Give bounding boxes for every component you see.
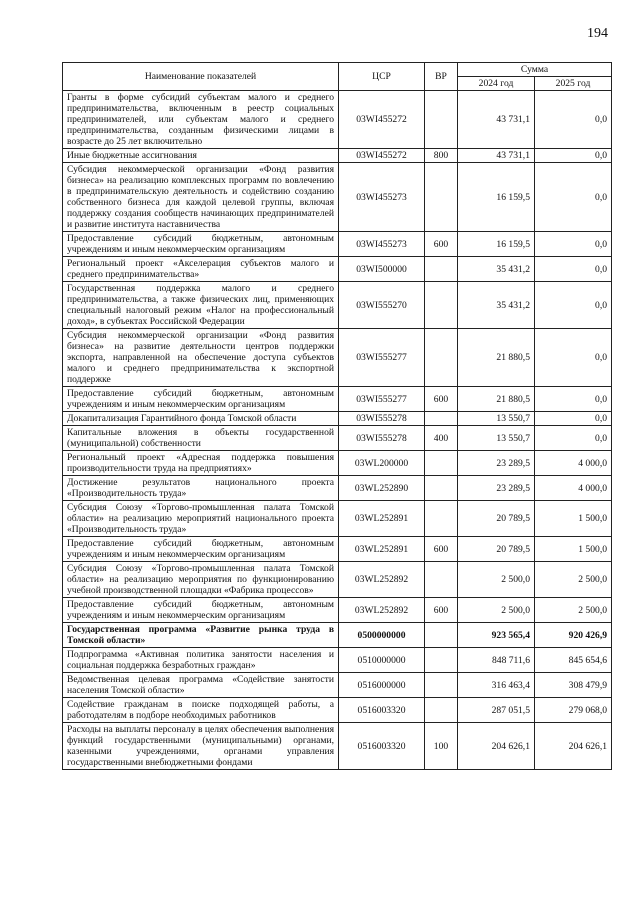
row-csr-cell: 03WI455273 — [339, 163, 425, 232]
row-name-cell: Субсидия некоммерческой организации «Фонд развития бизнеса» на развитие деятельности центров поддержки экспорта, направленной на обеспечение доступа субъектов малого и среднего предпринимательства к экспортной поддержке — [63, 329, 339, 387]
row-sum-2024-cell: 848 711,6 — [458, 648, 535, 673]
row-sum-2025-cell: 0,0 — [535, 387, 612, 412]
table-row — [63, 476, 612, 501]
row-sum-2024-cell: 316 463,4 — [458, 673, 535, 698]
row-sum-2025-cell: 2 500,0 — [535, 562, 612, 598]
row-csr-cell: 0500000000 — [339, 623, 425, 648]
row-sum-2025-cell: 0,0 — [535, 91, 612, 149]
row-sum-2025-cell: 1 500,0 — [535, 501, 612, 537]
row-sum-2025-cell: 0,0 — [535, 232, 612, 257]
row-vr-cell: 600 — [425, 232, 458, 257]
row-csr-cell: 03WI455272 — [339, 149, 425, 163]
row-sum-2024-cell: 16 159,5 — [458, 232, 535, 257]
row-csr-cell: 03WI555278 — [339, 412, 425, 426]
row-sum-2024-cell: 2 500,0 — [458, 598, 535, 623]
table-row — [63, 282, 612, 329]
row-sum-2024-cell: 20 789,5 — [458, 537, 535, 562]
row-vr-cell — [425, 623, 458, 648]
row-vr-cell: 600 — [425, 598, 458, 623]
row-sum-2024-cell: 43 731,1 — [458, 91, 535, 149]
table-row — [63, 501, 612, 537]
row-name-cell: Расходы на выплаты персоналу в целях обеспечения выполнения функций государственными (муниципальными) органами, казенными учреждениями, органами управления государственными внебюджетными фондами — [63, 723, 339, 770]
row-csr-cell: 03WI555270 — [339, 282, 425, 329]
table-row — [63, 623, 612, 648]
row-name-cell: Достижение результатов национального проекта «Производительность труда» — [63, 476, 339, 501]
row-csr-cell: 03WL200000 — [339, 451, 425, 476]
table-row — [63, 673, 612, 698]
row-vr-cell — [425, 501, 458, 537]
row-sum-2025-cell: 4 000,0 — [535, 451, 612, 476]
row-vr-cell: 100 — [425, 723, 458, 770]
row-sum-2024-cell: 43 731,1 — [458, 149, 535, 163]
row-vr-cell — [425, 412, 458, 426]
row-name-cell: Предоставление субсидий бюджетным, автономным учреждениям и иным некоммерческим организациям — [63, 537, 339, 562]
row-sum-2024-cell: 35 431,2 — [458, 282, 535, 329]
row-name-cell: Субсидия некоммерческой организации «Фонд развития бизнеса» на реализацию комплексных программ по вовлечению в предпринимательскую деятельность и содействию созданию собственного бизнеса для каждой целевой группы, включая поддержку создания сообществ начинающих предпринимателей и развитие института наставничества — [63, 163, 339, 232]
table-row — [63, 257, 612, 282]
row-sum-2025-cell: 0,0 — [535, 426, 612, 451]
header-year-2025: 2025 год — [535, 77, 612, 91]
row-sum-2024-cell: 23 289,5 — [458, 476, 535, 501]
row-name-cell: Предоставление субсидий бюджетным, автономным учреждениям и иным некоммерческим организациям — [63, 387, 339, 412]
row-csr-cell: 03WL252892 — [339, 598, 425, 623]
row-csr-cell: 03WL252891 — [339, 537, 425, 562]
row-sum-2025-cell: 0,0 — [535, 149, 612, 163]
row-name-cell: Предоставление субсидий бюджетным, автономным учреждениям и иным некоммерческим организациям — [63, 598, 339, 623]
row-vr-cell — [425, 163, 458, 232]
row-vr-cell — [425, 698, 458, 723]
row-sum-2025-cell: 1 500,0 — [535, 537, 612, 562]
row-csr-cell: 0510000000 — [339, 648, 425, 673]
row-sum-2024-cell: 287 051,5 — [458, 698, 535, 723]
row-vr-cell: 600 — [425, 537, 458, 562]
row-vr-cell — [425, 91, 458, 149]
row-name-cell: Подпрограмма «Активная политика занятости населения и социальная поддержка безработных граждан» — [63, 648, 339, 673]
row-csr-cell: 03WI455273 — [339, 232, 425, 257]
row-sum-2025-cell: 0,0 — [535, 282, 612, 329]
row-vr-cell: 400 — [425, 426, 458, 451]
row-sum-2024-cell: 21 880,5 — [458, 329, 535, 387]
row-name-cell: Государственная поддержка малого и среднего предпринимательства, а также физических лиц, применяющих специальный налоговый режим «Налог на профессиональный доход», в субъектах Российской Федерации — [63, 282, 339, 329]
table-row — [63, 149, 612, 163]
row-sum-2025-cell: 279 068,0 — [535, 698, 612, 723]
row-csr-cell: 03WL252892 — [339, 562, 425, 598]
table-row — [63, 537, 612, 562]
row-sum-2025-cell: 845 654,6 — [535, 648, 612, 673]
row-name-cell: Гранты в форме субсидий субъектам малого и среднего предпринимательства, включенным в реестр социальных предпринимателей, или субъектам малого и среднего предпринимательства, созданным физическими лицами в возрасте до 25 лет включительно — [63, 91, 339, 149]
row-vr-cell — [425, 648, 458, 673]
row-name-cell: Субсидия Союзу «Торгово-промышленная палата Томской области» на реализацию мероприятий национального проекта «Производительность труда» — [63, 501, 339, 537]
row-csr-cell: 0516000000 — [339, 673, 425, 698]
row-sum-2024-cell: 21 880,5 — [458, 387, 535, 412]
row-vr-cell — [425, 451, 458, 476]
row-sum-2025-cell: 920 426,9 — [535, 623, 612, 648]
row-sum-2024-cell: 20 789,5 — [458, 501, 535, 537]
row-name-cell: Ведомственная целевая программа «Содействие занятости населения Томской области» — [63, 673, 339, 698]
row-sum-2025-cell: 0,0 — [535, 163, 612, 232]
table-row — [63, 329, 612, 387]
table-row — [63, 163, 612, 232]
row-vr-cell: 800 — [425, 149, 458, 163]
table-row — [63, 426, 612, 451]
row-vr-cell — [425, 282, 458, 329]
table-row — [63, 91, 612, 149]
row-name-cell: Субсидия Союзу «Торгово-промышленная палата Томской области» на реализацию мероприятия по функционированию учебной производственной площадки «Фабрика процессов» — [63, 562, 339, 598]
row-csr-cell: 03WI555277 — [339, 387, 425, 412]
row-sum-2024-cell: 204 626,1 — [458, 723, 535, 770]
row-sum-2024-cell: 13 550,7 — [458, 412, 535, 426]
table-row — [63, 723, 612, 770]
row-csr-cell: 03WI455272 — [339, 91, 425, 149]
row-sum-2025-cell: 308 479,9 — [535, 673, 612, 698]
header-csr: ЦСР — [339, 63, 425, 91]
table-row — [63, 598, 612, 623]
table-row — [63, 232, 612, 257]
row-csr-cell: 0516003320 — [339, 723, 425, 770]
row-name-cell: Иные бюджетные ассигнования — [63, 149, 339, 163]
row-sum-2025-cell: 2 500,0 — [535, 598, 612, 623]
row-sum-2025-cell: 204 626,1 — [535, 723, 612, 770]
row-sum-2024-cell: 2 500,0 — [458, 562, 535, 598]
row-name-cell: Региональный проект «Адресная поддержка повышения производительности труда на предприятиях» — [63, 451, 339, 476]
row-sum-2025-cell: 0,0 — [535, 257, 612, 282]
table-row — [63, 562, 612, 598]
header-vr: ВР — [425, 63, 458, 91]
row-csr-cell: 03WL252890 — [339, 476, 425, 501]
table-row — [63, 698, 612, 723]
row-vr-cell — [425, 562, 458, 598]
row-csr-cell: 03WL252891 — [339, 501, 425, 537]
row-vr-cell — [425, 476, 458, 501]
row-sum-2024-cell: 23 289,5 — [458, 451, 535, 476]
table-row — [63, 451, 612, 476]
header-name: Наименование показателей — [63, 63, 339, 91]
row-sum-2025-cell: 0,0 — [535, 412, 612, 426]
table-row — [63, 412, 612, 426]
row-csr-cell: 03WI555278 — [339, 426, 425, 451]
row-sum-2024-cell: 35 431,2 — [458, 257, 535, 282]
table-row — [63, 648, 612, 673]
row-sum-2024-cell: 923 565,4 — [458, 623, 535, 648]
header-sum: Сумма — [458, 63, 612, 77]
row-vr-cell — [425, 673, 458, 698]
row-csr-cell: 03WI500000 — [339, 257, 425, 282]
table-row — [63, 387, 612, 412]
header-row — [63, 63, 612, 77]
row-name-cell: Докапитализация Гарантийного фонда Томской области — [63, 412, 339, 426]
row-sum-2024-cell: 16 159,5 — [458, 163, 535, 232]
row-vr-cell — [425, 257, 458, 282]
row-sum-2025-cell: 4 000,0 — [535, 476, 612, 501]
row-csr-cell: 0516003320 — [339, 698, 425, 723]
row-sum-2024-cell: 13 550,7 — [458, 426, 535, 451]
header-year-2024: 2024 год — [458, 77, 535, 91]
budget-table — [62, 62, 612, 770]
row-name-cell: Содействие гражданам в поиске подходящей работы, а работодателям в подборе необходимых работников — [63, 698, 339, 723]
row-name-cell: Капитальные вложения в объекты государственной (муниципальной) собственности — [63, 426, 339, 451]
page-number: 194 — [587, 26, 608, 41]
row-csr-cell: 03WI555277 — [339, 329, 425, 387]
row-name-cell: Региональный проект «Акселерация субъектов малого и среднего предпринимательства» — [63, 257, 339, 282]
row-vr-cell: 600 — [425, 387, 458, 412]
row-vr-cell — [425, 329, 458, 387]
row-sum-2025-cell: 0,0 — [535, 329, 612, 387]
row-name-cell: Государственная программа «Развитие рынка труда в Томской области» — [63, 623, 339, 648]
row-name-cell: Предоставление субсидий бюджетным, автономным учреждениям и иным некоммерческим организациям — [63, 232, 339, 257]
